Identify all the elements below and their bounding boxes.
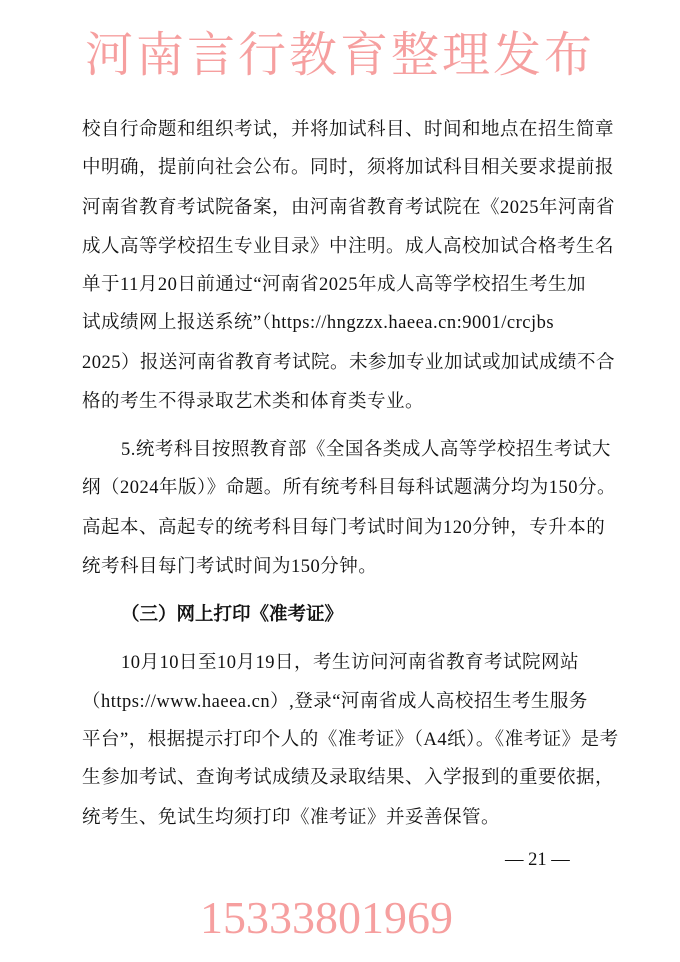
text-line: 校自行命题和组织考试，并将加试科目、时间和地点在招生简章 <box>82 120 615 140</box>
text-line: 生参加考试、查询考试成绩及录取结果、入学报到的重要依据， <box>82 768 615 788</box>
text-line: （https://www.haeea.cn）,登录“河南省成人高校招生考生服务 <box>82 692 588 712</box>
text-line: 河南省教育考试院备案，由河南省教育考试院在《2025年河南省 <box>82 198 616 218</box>
watermark-text: 河南言行教育整理发布 <box>85 29 596 82</box>
text-line: 2025）报送河南省教育考试院。未参加专业加试或加试成绩不合 <box>82 353 616 373</box>
text-line: 纲（2024年版）》命题。所有统考科目每科试题满分均为150分。 <box>82 478 617 498</box>
text-line: 中明确，提前向社会公布。同时，须将加试科目相关要求提前报 <box>82 158 615 178</box>
text-line: 成人高等学校招生专业目录》中注明。成人高校加试合格考生名 <box>82 237 615 257</box>
text-line: 统考生、免试生均须打印《准考证》并妥善保管。 <box>82 808 501 828</box>
text-line: 试成绩网上报送系统”（https://hngzzx.haeea.cn:9001/crcjbs <box>82 313 555 333</box>
text-line: 格的考生不得录取艺术类和体育类专业。 <box>82 392 425 412</box>
text-line: 高起本、高起专的统考科目每门考试时间为120分钟，专升本的 <box>82 518 606 538</box>
section-heading: （三）网上打印《准考证》 <box>121 605 344 625</box>
text-line: 10月10日至10月19日，考生访问河南省教育考试院网站 <box>121 653 580 673</box>
watermark-phone: 15333801969 <box>200 892 453 943</box>
text-line: 单于11月20日前通过“河南省2025年成人高等学校招生考生加 <box>82 275 587 295</box>
text-line: 5.统考科目按照教育部《全国各类成人高等学校招生考试大 <box>121 440 611 460</box>
text-line: 统考科目每门考试时间为150分钟。 <box>82 557 378 577</box>
text-line: 平台”，根据提示打印个人的《准考证》（A4纸）。《准考证》是考 <box>82 730 619 750</box>
page-number: — 21 — <box>505 850 570 870</box>
